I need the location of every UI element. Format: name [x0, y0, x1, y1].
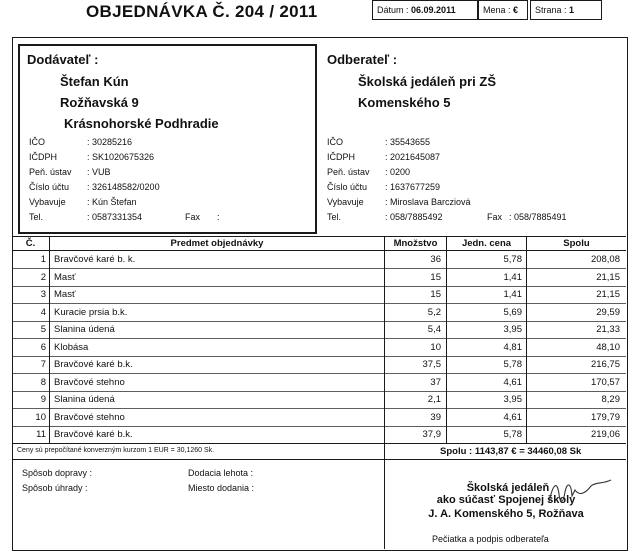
payment-label: Spôsob úhrady : — [22, 483, 88, 493]
delivery-place-label: Miesto dodania : — [188, 483, 255, 493]
total-bottom-rule — [12, 459, 626, 460]
table-top-rule — [12, 236, 626, 237]
page-title: OBJEDNÁVKA Č. 204 / 2011 — [86, 2, 318, 21]
row-item: Masť — [54, 272, 76, 283]
supplier-city: Krásnohorské Podhradie — [64, 116, 219, 131]
conversion-note: Ceny sú prepočítané konverzným kurzom 1 EUR = 30,1260 Sk. — [17, 447, 215, 454]
supplier-account-label: Číslo účtu — [29, 182, 70, 192]
customer-icdph-row — [327, 152, 440, 163]
customer-fax-value: : 058/7885491 — [509, 212, 567, 222]
row-rule — [12, 373, 626, 374]
customer-bank-row — [327, 167, 410, 178]
row-item: Bravčové karé b.k. — [54, 429, 133, 440]
row-unit-price: 1,41 — [503, 272, 522, 283]
header-total: Spolu — [563, 238, 590, 249]
customer-handler-value: : Miroslava Barcziová — [385, 197, 471, 207]
delivery-deadline-label: Dodacia lehota : — [188, 468, 254, 478]
row-quantity: 37,9 — [422, 429, 441, 440]
row-item: Masť — [54, 289, 76, 300]
supplier-tel-label: Tel. — [29, 212, 44, 222]
row-rule — [12, 286, 626, 287]
supplier-account-row — [29, 182, 160, 193]
page-box — [530, 0, 602, 20]
row-item: Kuracie prsia b.k. — [54, 307, 128, 318]
row-number: 7 — [40, 359, 46, 370]
supplier-account-value: : 326148582/0200 — [87, 182, 160, 192]
row-unit-price: 5,78 — [503, 359, 522, 370]
supplier-handler-row — [29, 197, 137, 208]
customer-fax — [487, 212, 567, 223]
customer-name: Školská jedáleň pri ZŠ — [358, 74, 496, 89]
row-quantity: 5,2 — [427, 307, 441, 318]
row-unit-price: 5,78 — [503, 429, 522, 440]
supplier-fax-value: : — [217, 212, 220, 222]
row-number: 5 — [40, 324, 46, 335]
row-total: 179,79 — [590, 412, 620, 423]
row-rule — [12, 408, 626, 409]
customer-street: Komenského 5 — [358, 95, 451, 110]
customer-ico-row — [327, 137, 430, 148]
customer-account-value: : 1637677259 — [385, 182, 441, 192]
row-total: 219,06 — [590, 429, 620, 440]
signature — [545, 474, 615, 510]
row-quantity: 37,5 — [422, 359, 441, 370]
row-total: 21,15 — [596, 272, 620, 283]
supplier-bank-value: : VUB — [87, 167, 111, 177]
row-rule — [12, 303, 626, 304]
supplier-fax — [185, 212, 220, 223]
row-rule — [12, 356, 626, 357]
supplier-bank-label: Peň. ústav — [29, 167, 72, 177]
row-quantity: 2,1 — [427, 394, 441, 405]
row-quantity: 10 — [430, 342, 441, 353]
supplier-icdph-label: IČDPH — [29, 152, 58, 162]
customer-bank-label: Peň. ústav — [327, 167, 370, 177]
date-box — [372, 0, 478, 20]
supplier-fax-label: Fax — [185, 212, 201, 222]
row-unit-price: 1,41 — [503, 289, 522, 300]
table-header-rule — [12, 250, 626, 251]
row-quantity: 15 — [430, 272, 441, 283]
customer-handler-row — [327, 197, 471, 208]
row-unit-price: 5,78 — [503, 254, 522, 265]
row-item: Bravčové stehno — [54, 377, 125, 388]
row-number: 9 — [40, 394, 46, 405]
header-unit-price: Jedn. cena — [461, 238, 512, 249]
row-item: Bravčové karé b.k. — [54, 359, 133, 370]
row-number: 1 — [40, 254, 46, 265]
supplier-handler-label: Vybavuje — [29, 197, 66, 207]
row-item: Bravčové stehno — [54, 412, 125, 423]
currency-label: Mena : — [483, 5, 511, 15]
row-total: 8,29 — [601, 394, 620, 405]
customer-icdph-label: IČDPH — [327, 152, 356, 162]
row-total: 208,08 — [590, 254, 620, 265]
supplier-icdph-row — [29, 152, 154, 163]
row-unit-price: 3,95 — [503, 394, 522, 405]
supplier-handler-value: : Kún Štefan — [87, 197, 137, 207]
row-number: 6 — [40, 342, 46, 353]
row-quantity: 39 — [430, 412, 441, 423]
supplier-bank-row — [29, 167, 111, 178]
stamp-line-2: ako súčasť Spojenej školy — [436, 494, 576, 506]
supplier-ico-row — [29, 137, 132, 148]
row-number: 10 — [35, 412, 46, 423]
stamp-line-3: J. A. Komenského 5, Rožňava — [428, 508, 584, 520]
row-item: Bravčové karé b. k. — [54, 254, 136, 265]
row-unit-price: 5,69 — [503, 307, 522, 318]
date-label: Dátum : — [377, 5, 409, 15]
currency-box — [478, 0, 528, 20]
row-rule — [12, 268, 626, 269]
row-number: 11 — [36, 429, 46, 440]
supplier-heading: Dodávateľ : — [27, 52, 99, 67]
transport-label: Spôsob dopravy : — [22, 468, 93, 478]
supplier-name: Štefan Kún — [60, 74, 129, 89]
signature-caption: Pečiatka a podpis odberateľa — [432, 534, 549, 544]
customer-fax-label: Fax — [487, 212, 503, 222]
row-total: 216,75 — [590, 359, 620, 370]
row-total: 170,57 — [590, 377, 620, 388]
row-total: 48,10 — [596, 342, 620, 353]
supplier-tel-value: : 0587331354 — [87, 212, 143, 222]
row-unit-price: 4,81 — [503, 342, 522, 353]
row-total: 21,33 — [596, 324, 620, 335]
footer-sep — [384, 443, 385, 549]
page-label: Strana : — [535, 5, 567, 15]
row-rule — [12, 426, 626, 427]
row-unit-price: 3,95 — [503, 324, 522, 335]
row-item: Slanina údená — [54, 324, 115, 335]
row-number: 2 — [40, 272, 46, 283]
customer-heading: Odberateľ : — [327, 52, 398, 67]
customer-bank-value: : 0200 — [385, 167, 411, 177]
customer-tel-row — [327, 212, 443, 223]
row-total: 21,15 — [596, 289, 620, 300]
row-unit-price: 4,61 — [503, 377, 522, 388]
customer-ico-label: IČO — [327, 137, 344, 147]
row-number: 4 — [40, 307, 46, 318]
row-rule — [12, 338, 626, 339]
row-number: 3 — [40, 289, 46, 300]
customer-account-row — [327, 182, 440, 193]
order-total: Spolu : 1143,87 € = 34460,08 Sk — [440, 446, 582, 457]
customer-icdph-value: : 2021645087 — [385, 152, 441, 162]
supplier-ico-value: : 30285216 — [87, 137, 133, 147]
stamp-line-1: Školská jedáleň — [466, 482, 550, 494]
table-bottom-rule — [12, 443, 626, 444]
row-item: Slanina údená — [54, 394, 115, 405]
row-quantity: 5,4 — [427, 324, 441, 335]
row-total: 29,59 — [596, 307, 620, 318]
page-value: 1 — [569, 5, 575, 15]
customer-tel-value: : 058/7885492 — [385, 212, 443, 222]
header-quantity: Množstvo — [393, 238, 438, 249]
row-quantity: 36 — [430, 254, 441, 265]
customer-ico-value: : 35543655 — [385, 137, 431, 147]
row-rule — [12, 391, 626, 392]
supplier-icdph-value: : SK1020675326 — [87, 152, 155, 162]
customer-tel-label: Tel. — [327, 212, 342, 222]
header-item: Predmet objednávky — [170, 238, 264, 249]
customer-account-label: Číslo účtu — [327, 182, 368, 192]
row-quantity: 37 — [430, 377, 441, 388]
customer-handler-label: Vybavuje — [327, 197, 364, 207]
row-number: 8 — [40, 377, 46, 388]
row-unit-price: 4,61 — [503, 412, 522, 423]
row-item: Klobása — [54, 342, 89, 353]
supplier-tel-row — [29, 212, 142, 223]
date-value: 06.09.2011 — [411, 5, 456, 15]
row-quantity: 15 — [430, 289, 441, 300]
currency-value: € — [513, 5, 519, 15]
row-rule — [12, 321, 626, 322]
header-no: Č. — [25, 238, 36, 249]
supplier-ico-label: IČO — [29, 137, 46, 147]
supplier-street: Rožňavská 9 — [60, 95, 139, 110]
